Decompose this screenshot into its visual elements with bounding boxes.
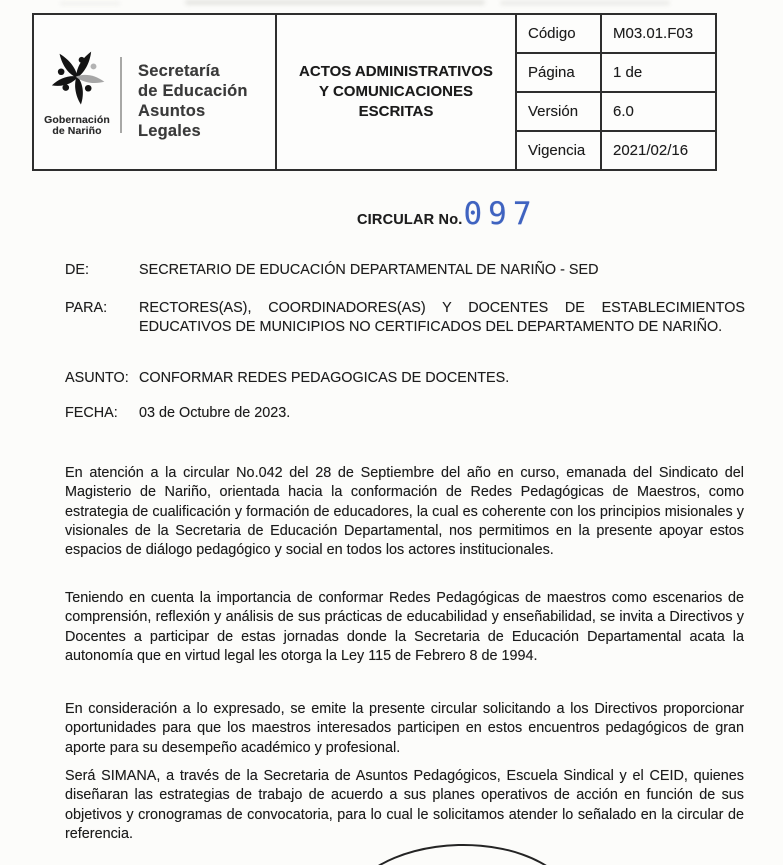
logo-caption: Gobernación de Nariño: [44, 114, 110, 137]
meta-row-vigencia: [517, 132, 715, 169]
header-meta-table: [517, 15, 715, 169]
meta-value: 6.0: [613, 103, 634, 120]
circular-number-stamp: 097: [463, 196, 538, 232]
field-label: DE:: [65, 262, 89, 278]
field-de: [65, 261, 745, 280]
body-paragraph: En consideración a lo expresado, se emite la presente circular solicitando a los Directivos proporcionar oportunidades para que los maestros interesados participen en estos encuentros pedagógicos de gran aporte para su desempeño académico y profesional.: [65, 701, 744, 756]
meta-row-pagina: [517, 54, 715, 93]
meta-value: 2021/02/16: [613, 142, 689, 159]
scan-artifact: [500, 1, 670, 5]
meta-label: Página: [517, 54, 602, 91]
meta-label: Versión: [517, 93, 602, 130]
field-value: SECRETARIO DE EDUCACIÓN DEPARTAMENTAL DE NARIÑO - SED: [139, 262, 599, 278]
meta-value: 1 de: [613, 64, 643, 81]
meta-row-version: [517, 93, 715, 132]
logo-divider: [120, 57, 122, 133]
field-value: CONFORMAR REDES PEDAGOGICAS DE DOCENTES.: [139, 370, 510, 386]
scan-artifact: [60, 2, 120, 5]
field-label: FECHA:: [65, 405, 118, 421]
gobernacion-star-icon: [44, 45, 110, 113]
meta-label: Vigencia: [517, 132, 602, 169]
field-fecha: [65, 404, 745, 423]
meta-label: Código: [517, 15, 602, 52]
circular-heading: [357, 196, 538, 232]
signature-oval: [342, 841, 577, 865]
field-asunto: [65, 369, 745, 388]
document-header-table: [32, 13, 717, 171]
body-paragraph: En atención a la circular No.042 del 28 de Septiembre del año en curso, emanada del Sindicato del Magisterio de Nariño, orientada hacia la conformación de Redes Pedagógicas de Maestros, como estrategia de cualificación y formación de educadores, la cual es coherente con los principios misionales y visionales de la Secretaria de Educación Departamental, nos permitimos en la presente apoyar estos espacios de diálogo pedagógico y social en todos los actores institucionales.: [65, 465, 744, 559]
scan-artifact: [185, 0, 485, 5]
body-paragraph: Teniendo en cuenta la importancia de conformar Redes Pedagógicas de maestros como escenarios de comprensión, reflexión y análisis de sus prácticas de educabilidad y enseñabilidad, se invita a Directivos y Docentes a participar de estas jornadas donde la Secretaria de Educación Departamental acata la autonomía que en virtud legal les otorga la Ley 115 de Febrero 8 de 1994.: [65, 590, 744, 664]
meta-row-codigo: [517, 15, 715, 54]
header-logo-cell: [34, 15, 277, 169]
field-para: [65, 299, 745, 338]
field-value: 03 de Octubre de 2023.: [139, 405, 291, 421]
field-value: RECTORES(AS), COORDINADORES(AS) Y DOCENTES DE ESTABLECIMIENTOS EDUCATIVOS DE MUNICIPIOS NO CERTIFICADOS DEL DEPARTAMENTO DE NARIÑO.: [139, 300, 745, 336]
document-type-title: ACTOS ADMINISTRATIVOS Y COMUNICACIONES ESCRITAS: [277, 15, 517, 169]
org-name: Secretaría de Educación Asuntos Legales: [138, 62, 248, 140]
meta-value: M03.01.F03: [613, 25, 694, 42]
field-label: PARA:: [65, 300, 108, 316]
field-label: ASUNTO:: [65, 370, 129, 386]
circular-label: CIRCULAR No.: [357, 212, 463, 228]
body-paragraph: Será SIMANA, a través de la Secretaria de Asuntos Pedagógicos, Escuela Sindical y el CEID, quienes diseñaran las estrategias de trabajo de acuerdo a sus planes operativos de acción en función de sus objetivos y cronogramas de convocatoria, para lo cual le solicitamos atender lo señalado en la circular de referencia.: [65, 768, 744, 842]
